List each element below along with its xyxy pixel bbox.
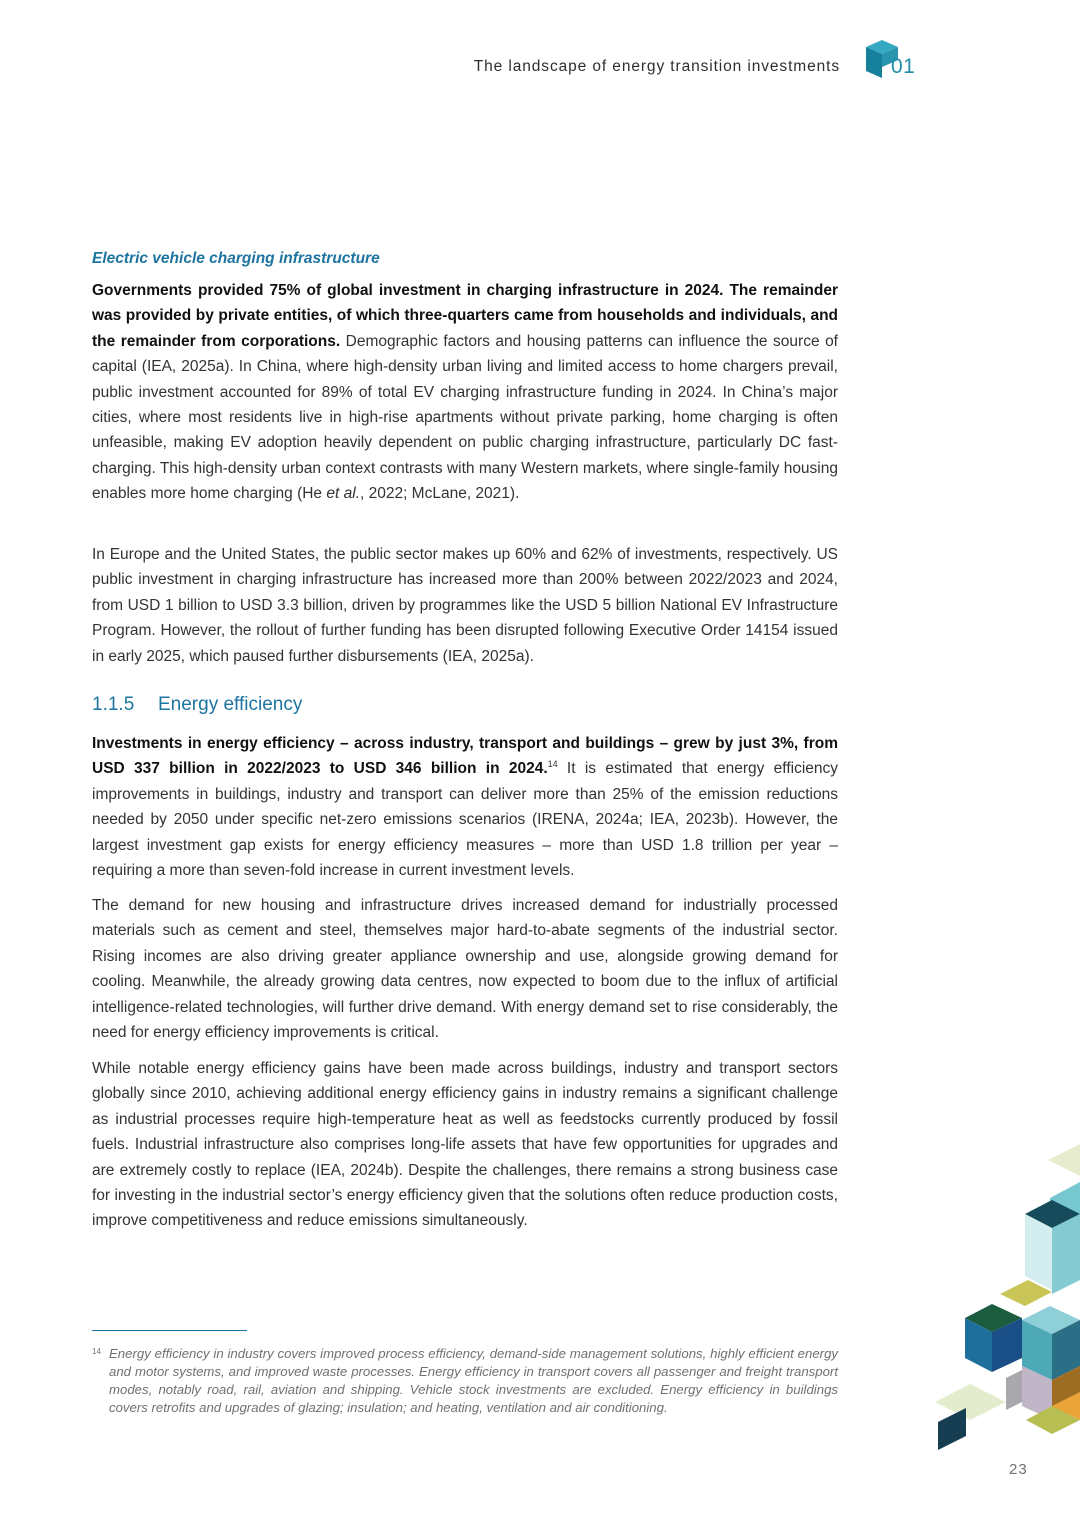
footnote-reference[interactable]: 14 <box>547 759 558 770</box>
running-header: The landscape of energy transition investments <box>473 58 840 75</box>
efficiency-key-finding: Investments in energy efficiency – across industry, transport and buildings – grew by just 3%, from USD 337 billion in 2022/2023 to USD 346 billion in 2024. <box>92 735 838 778</box>
ev-paragraph-2 <box>92 542 838 669</box>
section-heading <box>92 694 302 716</box>
footnote-text: Energy efficiency in industry covers improved process efficiency, demand-side management solutions, highly efficient energy and motor systems, and improved waste processes. Energy efficiency in transport covers all passenger and freight transport modes, notably road, rail, aviation and shipping. Vehicle stock investments are excluded. Energy efficiency in buildings covers retrofits and upgrades of glazing; insulation; and heating, ventilation and air conditioning. <box>109 1346 838 1415</box>
efficiency-paragraph-2 <box>92 893 838 1045</box>
ev-text-italic: et al. <box>326 485 360 503</box>
footnote-mark: 14 <box>92 1347 101 1356</box>
footnote <box>92 1345 838 1417</box>
ev-text-b: , 2022; McLane, 2021). <box>359 485 520 503</box>
efficiency-paragraph-1 <box>92 731 838 883</box>
ev-paragraph-1 <box>92 278 838 507</box>
efficiency-paragraph-3-text: While notable energy efficiency gains have been made across buildings, industry and transport sectors globally since 2010, achieving additional energy efficiency gains in industry remains a significant challenge as industrial processes require high-temperature heat as well as feedstocks currently produced by fossil fuels. Industrial infrastructure also comprises long-life assets that have few opportunities for upgrades and are extremely costly to replace (IEA, 2024b). Despite the challenges, there remains a strong business case for investing in the industrial sector’s energy efficiency given that the solutions often reduce production costs, improve competitiveness and reduce emissions simultaneously. <box>92 1060 838 1230</box>
decorative-cubes-graphic <box>930 1140 1080 1460</box>
section-title: Energy efficiency <box>158 694 303 715</box>
page-number: 23 <box>1009 1461 1028 1478</box>
ev-paragraph-2-text: In Europe and the United States, the public sector makes up 60% and 62% of investments, respectively. US public investment in charging infrastructure has increased more than 200% between 2022/2023 and 2024, from USD 1 billion to USD 3.3 billion, driven by programmes like the USD 5 billion National EV Infrastructure Program. However, the rollout of further funding has been disrupted following Executive Order 14154 issued in early 2025, which paused further disbursements (IEA, 2025a). <box>92 546 838 665</box>
chapter-number: 01 <box>891 55 916 78</box>
section-number: 1.1.5 <box>92 694 135 715</box>
efficiency-paragraph-2-text: The demand for new housing and infrastructure drives increased demand for industrially processed materials such as cement and steel, themselves major hard-to-abate segments of the industrial sector. Rising incomes are also driving greater appliance ownership and use, alongside growing demand for cooling. Meanwhile, the already growing data centres, now expected to boom due to the influx of artificial intelligence-related technologies, will further drive demand. With energy demand set to rise considerably, the need for energy efficiency improvements is critical. <box>92 897 838 1042</box>
efficiency-paragraph-3 <box>92 1056 838 1234</box>
ev-text-a: Demographic factors and housing patterns can influence the source of capital (IEA, 2025a). In China, where high-density urban living and limited access to home chargers prevail, public investment accounted for 89% of total EV charging infrastructure funding in 2024. In China’s major cities, where most residents live in high-rise apartments without private parking, home charging is often unfeasible, making EV adoption heavily dependent on public charging infrastructure, particularly DC fast-charging. This high-density urban context contrasts with many Western markets, where single-family housing enables more home charging (He <box>92 332 838 503</box>
efficiency-text: It is estimated that energy efficiency improvements in buildings, industry and transport can deliver more than 25% of the emission reductions needed by 2050 under specific net-zero emissions scenarios (IRENA, 2024a; IEA, 2023b). However, the largest investment gap exists for energy efficiency measures – more than USD 1.8 trillion per year – requiring a more than seven-fold increase in current investment levels. <box>92 760 838 880</box>
subsection-heading: Electric vehicle charging infrastructure <box>92 250 380 267</box>
footnote-divider <box>92 1330 247 1331</box>
ev-key-finding: Governments provided 75% of global investment in charging infrastructure in 2024. The remainder was provided by private entities, of which three-quarters came from households and individuals, and the remainder from corporations. <box>92 282 838 350</box>
